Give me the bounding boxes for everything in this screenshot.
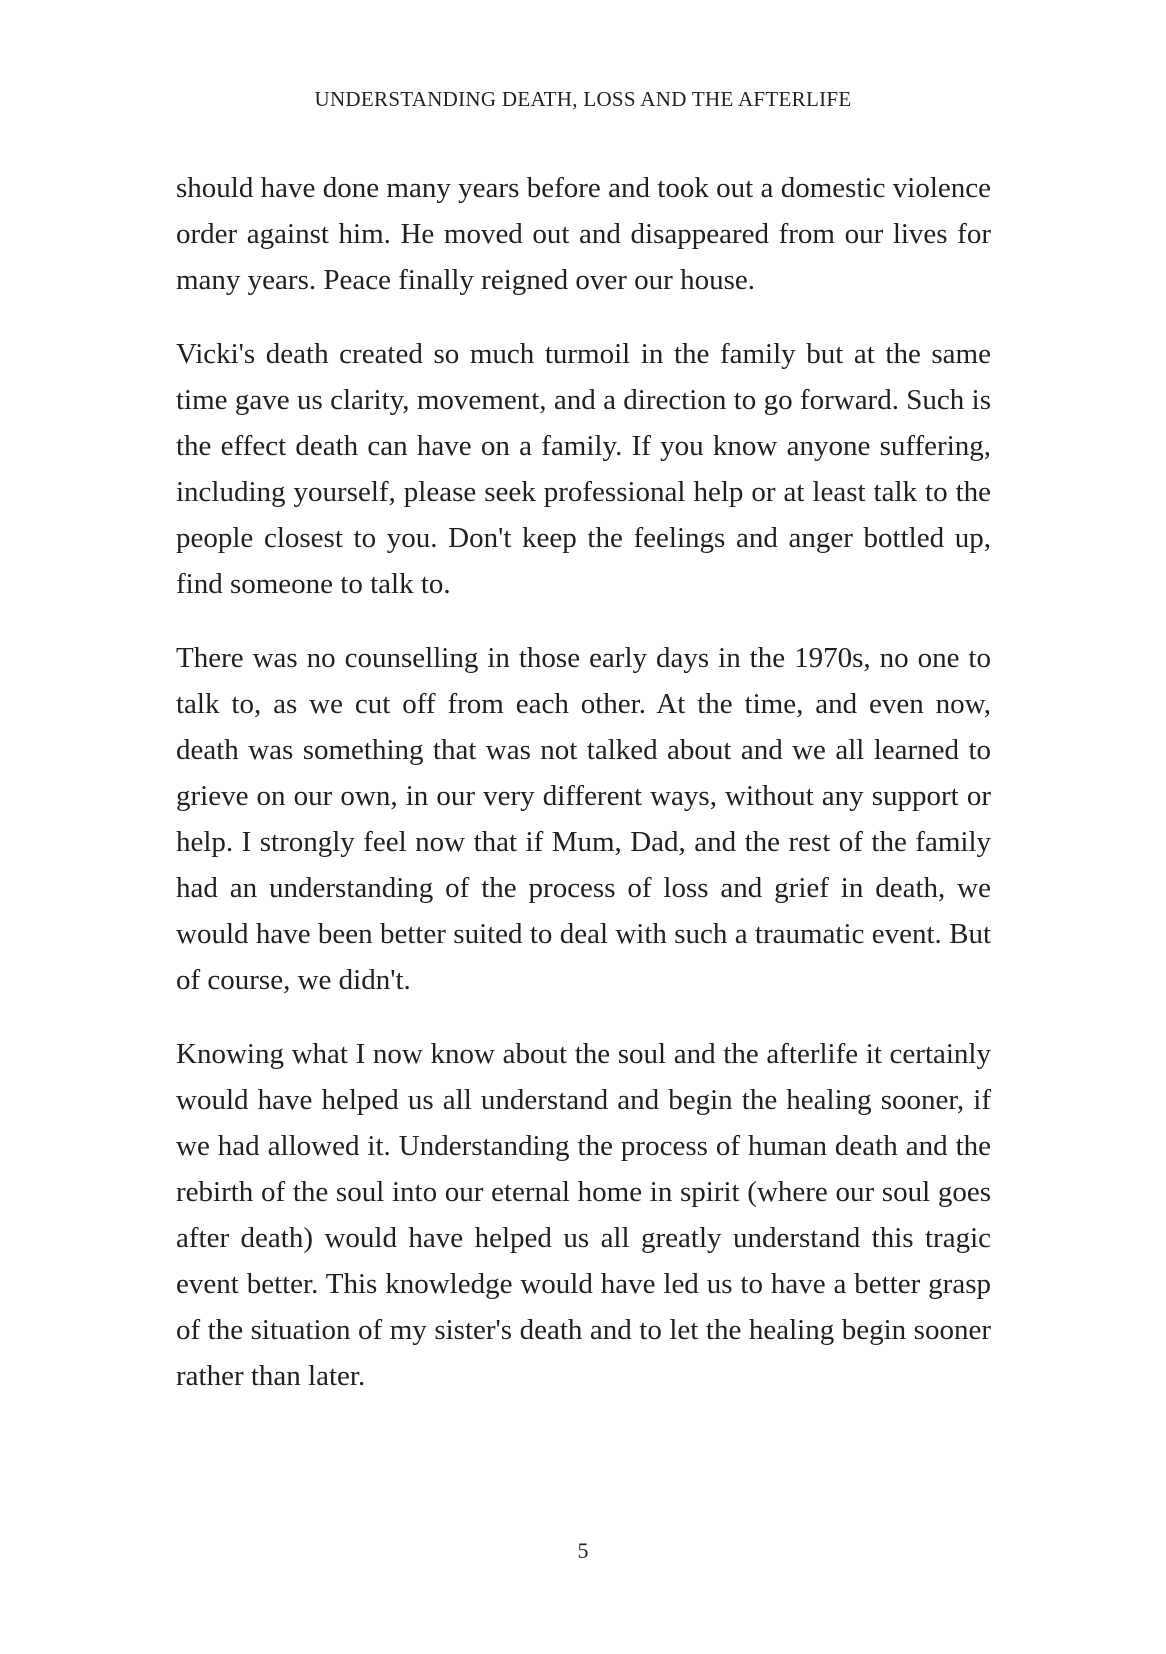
paragraph: should have done many years before and took out a domestic violence order against him. He moved out and disappeared from our lives for many years. Peace finally reigned over our house. <box>176 172 991 296</box>
page-number: 5 <box>577 1538 589 1563</box>
paragraph: Knowing what I now know about the soul and the afterlife it certainly would have helped us all understand and begin the healing sooner, if we had allowed it. Understanding the process of human death and the rebirth of the soul into our eternal home in spirit (where our soul goes after death) would have helped us all greatly understand this tragic event better. This knowledge would have led us to have a better grasp of the situation of my sister's death and to let the healing begin sooner rather than later. <box>176 1038 991 1392</box>
body-text <box>176 165 991 1427</box>
paragraph: There was no counselling in those early days in the 1970s, no one to talk to, as we cut off from each other. At the time, and even now, death was something that was not talked about and we all learned to grieve on our own, in our very different ways, without any support or help. I strongly feel now that if Mum, Dad, and the rest of the family had an understanding of the process of loss and grief in death, we would have been better suited to deal with such a traumatic event. But of course, we didn't. <box>176 642 991 996</box>
running-header: UNDERSTANDING DEATH, LOSS AND THE AFTERLIFE <box>314 87 852 111</box>
paragraph: Vicki's death created so much turmoil in the family but at the same time gave us clarity, movement, and a direction to go forward. Such is the effect death can have on a family. If you know anyone suffering, including yourself, please seek professional help or at least talk to the people closest to you. Don't keep the feelings and anger bottled up, find someone to talk to. <box>176 338 991 600</box>
